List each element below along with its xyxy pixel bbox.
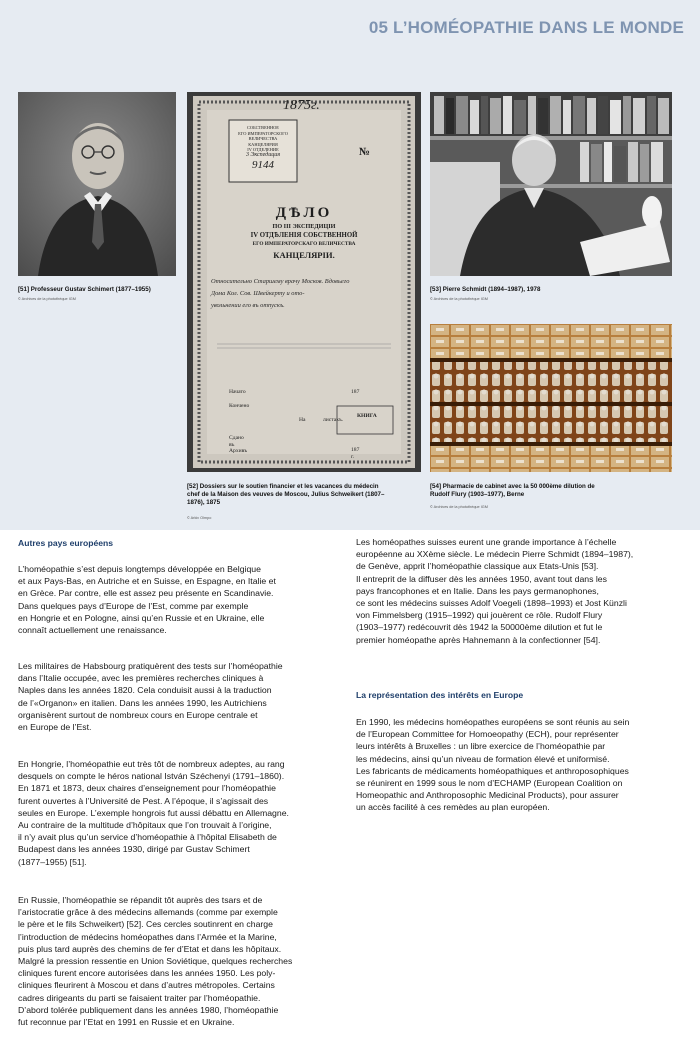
figure-53-credit: © Archives de la photothèque IGM [430, 297, 488, 301]
section-heading-representation: La représentation des intérêts en Europe [356, 690, 524, 700]
text-line: (1877–1955) [51]. [18, 856, 87, 867]
text-line: connaît actuellement une renaissance. [18, 625, 167, 636]
paragraph [18, 660, 283, 733]
doc-handwriting-line: увольнении его въ отпускъ. [211, 302, 285, 309]
paragraph-ech [356, 716, 629, 814]
paragraph-swiss-homeopaths [356, 536, 633, 646]
text-line: cliniques fleurirent à Moscou et dans d’autres métropoles. Certains [18, 980, 275, 991]
doc-footer-book: КНИГА [357, 413, 377, 419]
doc-stamp-line: СОБСТВЕННОЕ [246, 125, 279, 130]
text-line: cadres dirigeants du parti se faisaient traiter par l’homéopathie. [18, 992, 261, 1003]
figure-52-caption: [52] Dossiers sur le soutien financier et les vacances du médecin chef de la Maison des veuves de Moscou, Julius Schweikert (1807–1876), 1875 [187, 483, 385, 506]
doc-title-line: КАНЦЕЛЯРІИ. [273, 250, 335, 260]
figure-54-credit: © Archives de la photothèque IGM [430, 505, 488, 509]
doc-year: 1875г. [283, 98, 320, 113]
text-line: En Russie, l’homéopathie se répandit tôt auprès des tsars et de [18, 895, 263, 905]
text-line: En 1871 et 1873, deux chaires d’enseignement pour l’homéopathie [18, 783, 276, 794]
text-line: l’introduction de médecins homéopathes dans l’Armée et la Marine, [18, 931, 277, 942]
section-heading-autres-pays: Autres pays européens [18, 538, 114, 548]
photo-pharmacy-cabinet [430, 324, 672, 472]
page-title: 05 L’HOMÉOPATHIE DANS LE MONDE [368, 18, 684, 37]
doc-stamp-line: 9144 [252, 158, 274, 171]
paragraph [18, 894, 292, 1028]
doc-stamp-line: IV ОТДЕЛЕНИЕ [247, 147, 279, 153]
text-line: puis plus tard auprès des chemins de fer d’Etat et dans les hôpitaux. [18, 943, 282, 954]
text-line: de l’European Committee for Homoeopathy (ECH), pour représenter [356, 729, 619, 740]
figure-53-caption: [53] Pierre Schmidt (1894–1987), 1978 [430, 286, 541, 293]
text-line: En 1990, les médecins homéopathes européens se sont réunis au sein [356, 717, 630, 727]
text-line: en Hongrie et en Pologne, ainsi qu’en Russie et en Ukraine, elle [18, 612, 265, 623]
doc-footer-started: Начато [229, 389, 246, 395]
photo-archive-file [187, 92, 421, 472]
doc-stamp-line: 3 Экспедиция [245, 151, 280, 158]
doc-footer-year-2: 187 г. [351, 447, 360, 460]
text-line: seules en Europe. L’exemple hongrois fut aussi débattu en Allemagne. [18, 807, 289, 818]
doc-title-line: ЕГО ИМПЕРАТОРСКАГО ВЕЛИЧЕСТВА [252, 241, 356, 247]
text-line: leurs intérêts à Bruxelles : un libre exercice de l’homéopathie par [356, 741, 606, 752]
text-line: pays francophones et en Italie. Dans les pays germanophones, [356, 585, 599, 596]
figure-51-credit: © Archives de la photothèque IGM [18, 297, 76, 301]
doc-handwriting [211, 276, 399, 312]
text-line: de l’«Organon» en italien. Dans les années 1990, les Autrichiens [18, 697, 267, 708]
doc-footer-archive: Сдано въ Архивъ [229, 435, 248, 455]
doc-stamp [233, 125, 293, 171]
doc-title-line: IV ОТДѢЛЕНІЯ СОБСТВЕННОЙ [250, 232, 358, 239]
text-line: (1903–1977) redécouvrit dès 1942 la 50000ème dilution et fut le [356, 622, 603, 633]
doc-handwriting-line: Относительно Старшему врачу Москов. Вдовьего [211, 278, 350, 285]
text-line: en Grèce. Par contre, elle est assez peu présente en Scandinavie. [18, 588, 274, 599]
paragraph [18, 758, 289, 868]
doc-title-line: ДѢЛО [275, 205, 333, 221]
text-line: Au contraire de la multitude d’hôpitaux que l’on trouvait à l’origine, [18, 820, 272, 831]
text-line: les médecins, ainsi qu’un niveau de formation élevé et uniformisé. [356, 753, 610, 764]
text-line: ce sont les médecins suisses Adolf Voegeli (1898–1993) et Jost Künzli [356, 598, 627, 609]
text-line: von Fimmelsberg (1915–1992) qui jouèrent ce rôle. Rudolf Flury [356, 610, 603, 621]
doc-footer-on: На [299, 417, 306, 423]
doc-footer-year-1: 187 [351, 389, 360, 395]
text-line: furent ouvertes à l’Université de Pest. A l’époque, il s’agissait des [18, 795, 269, 806]
text-line: le père et le fils Schweikert) [52]. Ces cercles soutinrent en charge [18, 919, 273, 930]
text-line: premier homéopathe après Hahnemann à la confectionner [54]. [356, 634, 601, 645]
figure-52-credit: © Arkiv Olmpo [187, 516, 212, 520]
text-line: dans l’Italie occupée, avec les premières recherches cliniques à [18, 673, 264, 684]
photo-pierre-schmidt [430, 92, 672, 276]
text-line: L’homéopathie s’est depuis longtemps développée en Belgique [18, 564, 261, 574]
text-line: Malgré la pression ressentie en Union Soviétique, quelques recherches [18, 956, 293, 967]
text-line: Il entreprit de la diffuser dès les années 1950, avant tout dans les [356, 573, 607, 584]
figure-54-caption: [54] Pharmacie de cabinet avec la 50 000ème dilution de Rudolf Flury (1903–1977), Berne [430, 483, 595, 498]
doc-title-line: ПО III ЭКСПЕДИЦІИ [272, 223, 336, 230]
text-line: Budapest dans les années 1930, dirigé par Gustav Schimert [18, 844, 250, 855]
text-line: Les militaires de Habsbourg pratiquèrent des tests sur l’homéopathie [18, 661, 283, 671]
text-line: D’abord tolérée publiquement dans les années 1980, l’homéopathie [18, 1004, 279, 1015]
text-line: se réunirent en 1999 sous le nom d’ECHAMP (European Coalition on [356, 778, 623, 789]
text-line: Naples dans les années 1820. Cela conduisit aussi à la traduction [18, 685, 272, 696]
text-line: Dans quelques pays d’Europe de l’Est, comme par exemple [18, 600, 249, 611]
doc-title [209, 204, 399, 261]
figure-51-caption: [51] Professeur Gustav Schimert (1877–1955) [18, 286, 151, 293]
doc-stamp-line: ЕГО ИМПЕРАТОРСКОГО ВЕЛИЧЕСТВА [238, 130, 288, 142]
text-line: un accès facilité à ces remèdes au plan européen. [356, 802, 550, 813]
header-band [0, 0, 700, 90]
text-line: En Hongrie, l’homéopathie eut très tôt de nombreux adeptes, au rang [18, 759, 285, 769]
doc-handwriting-line: Дома Кол. Сов. Швейкерту и ото- [211, 290, 305, 297]
doc-number-mark: № [359, 146, 371, 158]
doc-stamp-line: КАНЦЕЛЯРИЯ [248, 141, 278, 147]
doc-footer-finished: Кончено [229, 403, 250, 409]
text-line: Homeopathic and Anthroposophic Medicinal Products), pour assurer [356, 790, 619, 801]
photo-gustav-schimert [18, 92, 176, 276]
text-line: organisèrent surtout de nombreux cours en Europe centrale et [18, 709, 258, 720]
text-line: fut reconnue par l’Etat en 1991 en Russie et en Ukraine. [18, 1017, 235, 1028]
text-line: Les fabricants de médicaments homéopathiques et anthroposophiques [356, 765, 629, 776]
text-line: en Europe de l’Est. [18, 722, 92, 733]
text-line: européenne au XXème siècle. Le médecin Pierre Schmidt (1894–1987), [356, 549, 634, 560]
text-line: de Genève, apprit l’homéopathie classique aux Etats-Unis [53]. [356, 561, 599, 572]
doc-footer-sheets: листахъ. [323, 417, 344, 423]
text-line: et aux Pays-Bas, en Autriche et en Suisse, en Espagne, en Italie et [18, 576, 276, 587]
paragraph [18, 563, 276, 636]
text-line: cliniques furent encore autorisées dans les années 1950. Les poly- [18, 968, 276, 979]
text-line: l’aristocratie grâce à des médecins allemands (comme par exemple [18, 907, 278, 918]
text-line: desquels on compte le héros national István Széchenyi (1791–1860). [18, 771, 285, 782]
text-line: il n’y avait plus qu’un service d’homéopathie à l’hôpital Elisabeth de [18, 832, 277, 843]
text-line: Les homéopathes suisses eurent une grande importance à l’échelle [356, 537, 617, 547]
